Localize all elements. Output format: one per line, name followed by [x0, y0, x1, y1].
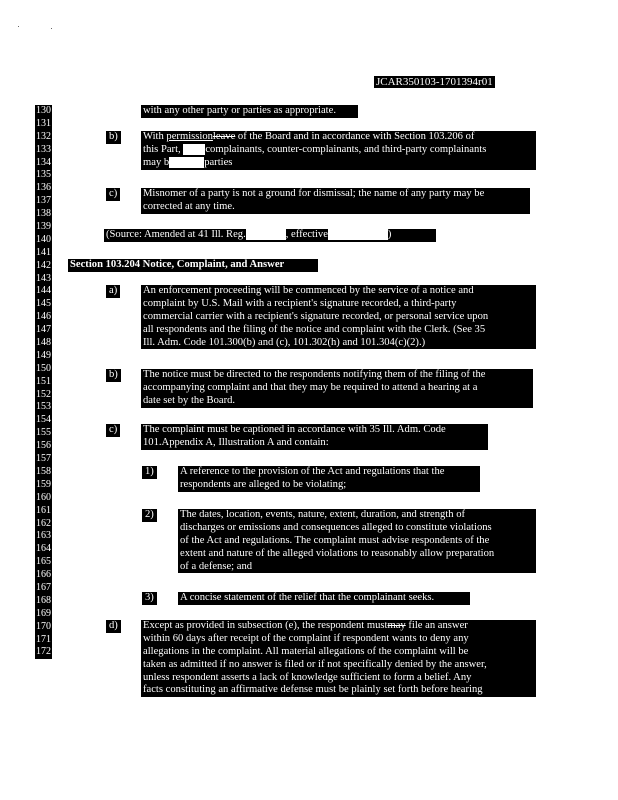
item-marker-d: d) — [106, 620, 121, 633]
line-number: 149 — [36, 349, 51, 361]
item-marker-a: a) — [106, 285, 120, 298]
scan-specks — [18, 22, 58, 34]
b-prev-line-2: this Part, complainants, counter-complainants, and third-party complainants — [143, 143, 487, 155]
document-id: JCAR350103-1701394r01 — [376, 76, 493, 88]
line-number: 132 — [36, 130, 51, 142]
line-number: 130 — [36, 105, 51, 116]
line-number: 165 — [36, 556, 51, 568]
line-number: 140 — [36, 233, 51, 245]
line-number: 152 — [36, 388, 51, 400]
paragraph-b: The notice must be directed to the respondents notifying them of the filing of the accompanying complaint and that they may be required to attend a hearing at a date set by the Board. — [141, 369, 533, 408]
paragraph-c2: The dates, location, events, nature, extent, duration, and strength of discharges or emissions and consequences alleged to constitute violations of the Act and regulations. The complaint must advise respondents of the extent and nature of the alleged violations to reasonably allow preparation of a defense; and — [178, 509, 536, 573]
redaction-box — [183, 144, 205, 155]
line-number: 153 — [36, 401, 51, 413]
item-marker-c2: 2) — [142, 509, 157, 522]
item-marker-c1: 1) — [142, 466, 157, 479]
line-number: 155 — [36, 427, 51, 439]
item-marker-b: b) — [106, 369, 121, 382]
line-number: 137 — [36, 195, 51, 207]
line-number: 134 — [36, 156, 51, 168]
line-number: 131 — [36, 117, 51, 129]
line-number: 146 — [36, 311, 51, 323]
paragraph-c1: A reference to the provision of the Act and regulations that the respondents are alleged to be violating; — [178, 466, 480, 492]
line-number: 170 — [36, 620, 51, 632]
section-heading: Section 103.204 Notice, Complaint, and Answer — [68, 259, 318, 272]
item-marker-c-prev: c) — [106, 188, 120, 201]
paragraph-c3: A concise statement of the relief that the complainant seeks. — [178, 592, 470, 605]
item-marker-c: c) — [106, 424, 120, 437]
paragraph-d: Except as provided in subsection (e), the respondent mustmay file an answer within 60 days after receipt of the complaint if respondent wants to deny any allegations in the complaint. All material allegations of the complaint will be taken as admitted if no answer is filed or if not specifically denied by the answer, unless respondent asserts a lack of knowledge sufficient to form a belief. Any facts constituting an affirmative defense must be plainly set forth before hearing — [141, 620, 536, 697]
line-number: 167 — [36, 581, 51, 593]
line-number-column — [35, 105, 52, 659]
line-number: 151 — [36, 375, 51, 387]
line-number: 169 — [36, 607, 51, 619]
line-number: 145 — [36, 298, 51, 310]
line-number: 142 — [36, 259, 51, 271]
source-note: (Source: Amended at 41 Ill. Reg. , effective ) — [104, 229, 436, 242]
line-number: 148 — [36, 337, 51, 349]
paragraph-b-prev — [141, 131, 536, 170]
redaction-box — [169, 157, 204, 168]
line-number: 159 — [36, 478, 51, 490]
line-number: 172 — [36, 646, 51, 658]
line-number: 154 — [36, 414, 51, 426]
line-number: 136 — [36, 182, 51, 194]
line-number: 141 — [36, 246, 51, 258]
line-number: 157 — [36, 453, 51, 465]
b-prev-line-3: may b parties — [143, 156, 233, 168]
line-number: 139 — [36, 221, 51, 233]
b-prev-line-1: With permissionleave of the Board and in accordance with Section 103.206 of — [143, 131, 475, 142]
line-number: 144 — [36, 285, 51, 297]
line-number: 168 — [36, 594, 51, 606]
line-number: 138 — [36, 208, 51, 220]
line-number: 161 — [36, 504, 51, 516]
line-number: 160 — [36, 491, 51, 503]
line-number: 164 — [36, 543, 51, 555]
item-marker-c3: 3) — [142, 592, 157, 605]
redaction-box — [328, 229, 388, 240]
paragraph-c-prev: Misnomer of a party is not a ground for dismissal; the name of any party may be corrected at any time. — [141, 188, 530, 214]
line-number: 147 — [36, 324, 51, 336]
continuation-line: with any other party or parties as appropriate. — [141, 105, 358, 118]
paragraph-a: An enforcement proceeding will be commenced by the service of a notice and complaint by U.S. Mail with a recipient's signature recorded, a third-party commercial carrier with a recipient's signature recorded, or personal service upon all respondents and the filing of the notice and complaint with the Clerk. (See 35 Ill. Adm. Code 101.300(b) and (c), 101.302(h) and 101.304(c)(2).) — [141, 285, 536, 349]
line-number: 135 — [36, 169, 51, 181]
line-number: 133 — [36, 143, 51, 155]
line-number: 171 — [36, 633, 51, 645]
redaction-box — [246, 229, 286, 240]
line-number: 156 — [36, 440, 51, 452]
line-number: 162 — [36, 517, 51, 529]
item-marker-b-prev: b) — [106, 131, 121, 144]
line-number: 158 — [36, 465, 51, 477]
line-number: 166 — [36, 569, 51, 581]
line-number: 163 — [36, 530, 51, 542]
line-number: 143 — [36, 272, 51, 284]
line-number: 150 — [36, 362, 51, 374]
paragraph-c: The complaint must be captioned in accordance with 35 Ill. Adm. Code 101.Appendix A, Illustration A and contain: — [141, 424, 488, 450]
